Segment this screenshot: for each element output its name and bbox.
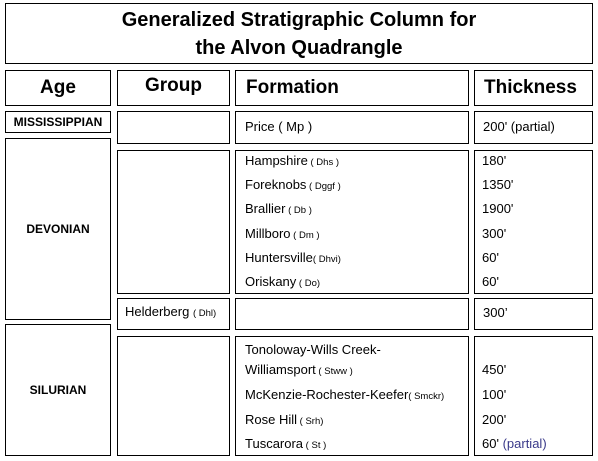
header-age [5,70,111,106]
formation-name: Huntersville [245,250,313,265]
formation-name: Brallier [245,201,286,216]
header-formation [235,70,469,106]
formation-name: Rose Hill [245,412,298,427]
title-line-2: the Alvon Quadrangle [195,36,403,59]
age-silurian-label: SILURIAN [29,383,87,397]
list-item [245,362,353,377]
formation-name-line-1: Tonoloway-Wills Creek- [245,342,381,357]
thickness-value: 1900' [482,201,514,216]
formation-code: ( Dhs ) [307,157,339,168]
thickness-cell-mississippian [474,111,593,144]
group-helderberg-name: Helderberg [125,304,190,319]
header-thickness-label: Thickness [484,77,577,98]
list-item [245,201,312,216]
thickness-cell-helderberg [474,298,593,330]
list-item [245,412,323,427]
formation-code: ( St ) [303,440,327,451]
age-devonian [5,138,111,320]
thickness-cell-devonian [474,150,593,294]
thickness-price: 200' (partial) [483,119,555,134]
thickness-value-with-note [482,436,547,451]
formation-code: ( Do) [296,278,321,289]
age-mississippian-label: MISSISSIPPIAN [13,115,103,129]
header-formation-label: Formation [246,77,339,98]
thickness-value: 60' [482,274,499,289]
list-item [245,274,320,289]
formation-name: McKenzie-Rochester-Keefer [245,387,409,402]
header-age-label: Age [40,77,76,98]
formation-code: ( Dhvi) [312,254,341,265]
list-item [245,250,341,265]
list-item [245,387,444,402]
formation-code: ( Db ) [285,205,312,216]
table-title [5,3,593,64]
list-item [245,153,339,168]
thickness-value: 200' [482,412,507,427]
group-helderberg-code: ( Dhl) [192,308,217,319]
header-group [117,70,230,106]
formation-code: ( Dm ) [290,230,320,241]
formation-name: Oriskany [245,274,297,289]
group-cell-helderberg [117,298,230,330]
formation-code: ( Stww ) [315,366,353,377]
list-item [245,177,341,192]
age-silurian [5,324,111,456]
formation-name: Foreknobs [245,177,307,192]
thickness-helderberg: 300’ [483,305,508,320]
thickness-value: 100' [482,387,507,402]
formation-name: Tuscarora [245,436,304,451]
group-cell-devonian [117,150,230,294]
formation-cell-mississippian [235,111,469,144]
formation-code: ( Srh) [297,416,324,427]
formation-cell-helderberg [235,298,469,330]
header-group-label: Group [145,75,202,96]
header-thickness [474,70,593,106]
formation-code: ( Dggf ) [306,181,341,192]
formation-code: ( Smckr) [408,391,445,402]
thickness-value: 60' [482,436,499,451]
formation-name: Williamsport [245,362,316,377]
formation-cell-devonian [235,150,469,294]
list-item [245,436,326,451]
title-line-1: Generalized Stratigraphic Column for [121,8,477,31]
thickness-note: (partial) [502,436,547,451]
thickness-value: 1350' [482,177,514,192]
group-cell-mississippian [117,111,230,144]
group-cell-silurian [117,336,230,456]
formation-name: Millboro [245,226,291,241]
thickness-value: 300' [482,226,507,241]
thickness-value: 180' [482,153,507,168]
list-item [245,226,320,241]
age-devonian-label: DEVONIAN [26,222,90,236]
thickness-value: 60' [482,250,499,265]
age-mississippian [5,111,111,133]
thickness-value: 450' [482,362,507,377]
formation-price: Price ( Mp ) [245,119,313,134]
formation-name: Hampshire [245,153,308,168]
